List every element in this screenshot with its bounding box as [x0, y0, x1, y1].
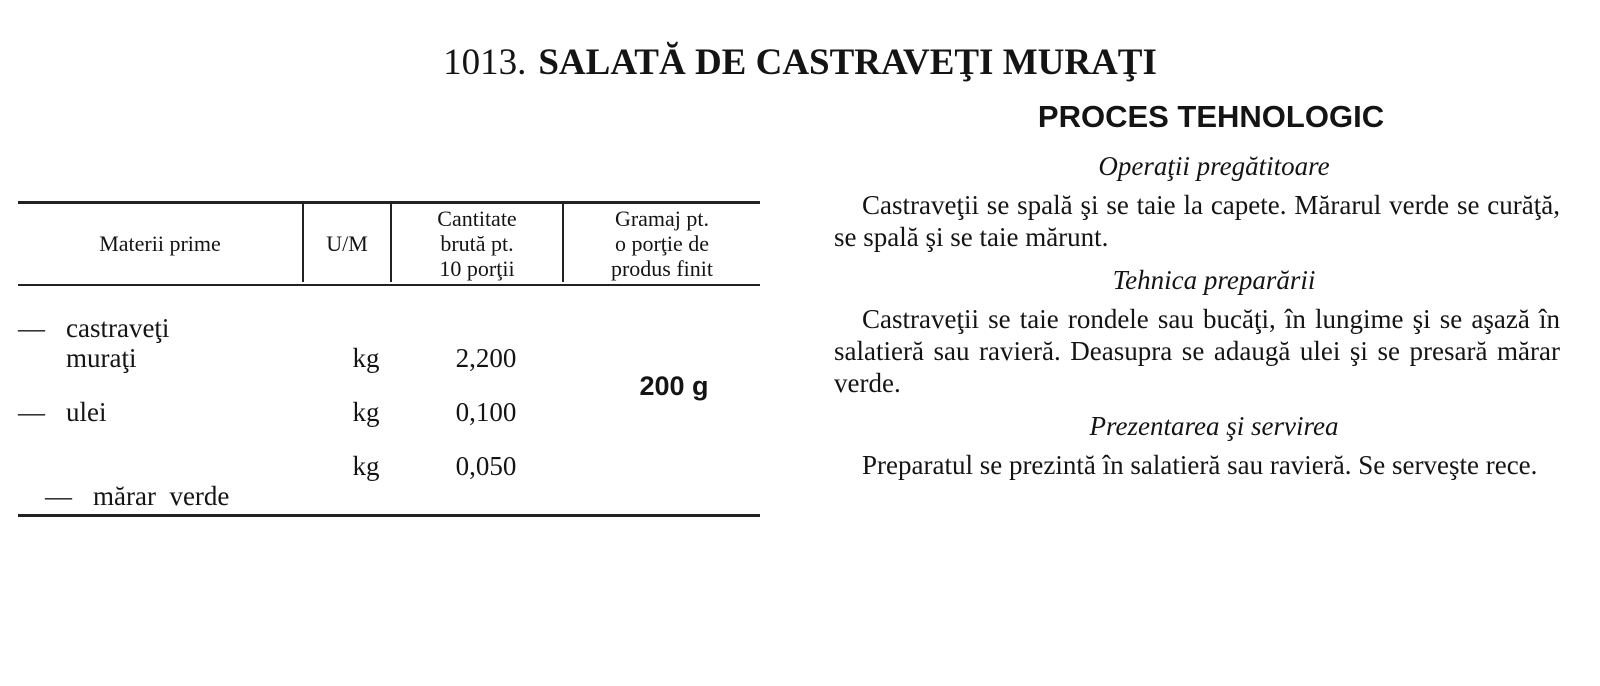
ingredient-quantity: 2,200 — [455, 343, 517, 373]
header-line: brută pt. — [440, 230, 514, 256]
ingredient-name: — ulei — [18, 397, 107, 427]
section-heading-preparatory: Operaţii pregătitoare — [1098, 151, 1330, 181]
dash: — — [18, 313, 45, 343]
ingredient-name-continued: muraţi — [66, 343, 137, 373]
header-line: o porţie de — [614, 230, 710, 256]
process-title: PROCES TEHNOLOGIC — [1037, 99, 1385, 134]
header-unit: U/M — [326, 230, 368, 256]
ingredient-name: — castraveţi — [18, 313, 170, 343]
recipe-name: SALATĂ DE CASTRAVEŢI MURAŢI — [538, 41, 1157, 83]
ingredient-unit: kg — [352, 343, 380, 373]
recipe-number: 1013. — [443, 41, 527, 83]
header-line: Gramaj pt. — [614, 205, 710, 231]
section-text-preparatory: Castraveţii se spală şi se taie la capete. Mărarul verde se curăţă, se spală şi se taie mărunt. — [834, 190, 1560, 252]
header-gramaj — [564, 203, 760, 283]
ingredient-unit: kg — [352, 397, 380, 427]
process-section — [834, 95, 1560, 481]
header-materii-prime: Materii prime — [99, 230, 221, 256]
header-line: Cantitate — [437, 205, 517, 231]
ingredient-unit: kg — [352, 451, 380, 481]
section-heading-technique: Tehnica preparării — [1112, 265, 1316, 295]
ingredient-name: — mărar verde — [45, 481, 230, 511]
header-cantitate — [392, 203, 562, 283]
page-title — [0, 37, 1600, 89]
section-text-technique: Castraveţii se taie rondele sau bucăţi, în lungime şi se aşază în salatieră sau ravieră. Deasupra se adaugă ulei şi se presară mărar verde. — [834, 304, 1560, 398]
ingredient-quantity: 0,100 — [455, 397, 517, 427]
ingredients-table — [18, 195, 760, 518]
table-header-rule — [18, 284, 760, 286]
section-heading-serving: Prezentarea şi servirea — [1089, 411, 1339, 441]
ingredient-quantity: 0,050 — [455, 451, 517, 481]
header-line: produs finit — [610, 255, 714, 281]
dash: — — [18, 397, 45, 427]
section-text-serving: Preparatul se prezintă în salatieră sau ravieră. Se serveşte rece. — [862, 450, 1538, 480]
header-line: 10 porţii — [439, 255, 515, 281]
dash: — — [45, 481, 72, 511]
portion-weight: 200 g — [639, 371, 709, 401]
